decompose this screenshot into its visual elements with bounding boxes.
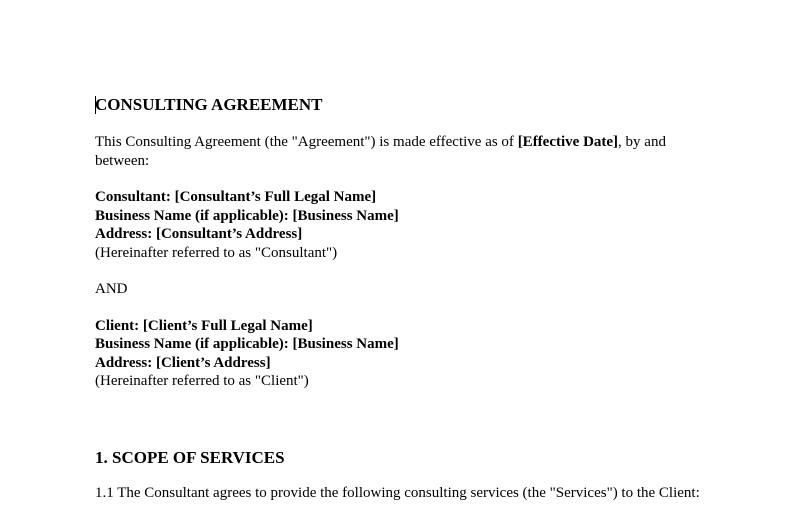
consultant-block bbox=[95, 188, 705, 262]
client-block bbox=[95, 317, 705, 391]
intro-paragraph bbox=[95, 133, 705, 170]
consultant-address-line: Address: [Consultant’s Address] bbox=[95, 226, 303, 242]
clause-1-1: 1.1 The Consultant agrees to provide the following consulting services (the "Services") to the Client: bbox=[95, 484, 700, 501]
effective-date-placeholder: [Effective Date] bbox=[517, 134, 619, 150]
consultant-name-line: Consultant: [Consultant’s Full Legal Name] bbox=[95, 189, 377, 205]
intro-text-end: , by and between: bbox=[95, 134, 666, 169]
client-business-line: Business Name (if applicable): [Business Name] bbox=[95, 336, 399, 352]
client-referred-line: (Hereinafter referred to as "Client") bbox=[95, 373, 309, 389]
consultant-business-line: Business Name (if applicable): [Business Name] bbox=[95, 207, 399, 224]
client-address-line: Address: [Client’s Address] bbox=[95, 354, 271, 371]
section-1-heading: 1. SCOPE OF SERVICES bbox=[95, 447, 285, 467]
and-separator: AND bbox=[95, 281, 128, 297]
document-title: CONSULTING AGREEMENT bbox=[95, 95, 323, 114]
intro-text-start: This Consulting Agreement (the "Agreement") is made effective as of bbox=[95, 134, 518, 150]
client-name-line: Client: [Client’s Full Legal Name] bbox=[95, 317, 313, 334]
document-body[interactable] bbox=[95, 94, 705, 502]
consultant-referred-line: (Hereinafter referred to as "Consultant") bbox=[95, 244, 338, 261]
